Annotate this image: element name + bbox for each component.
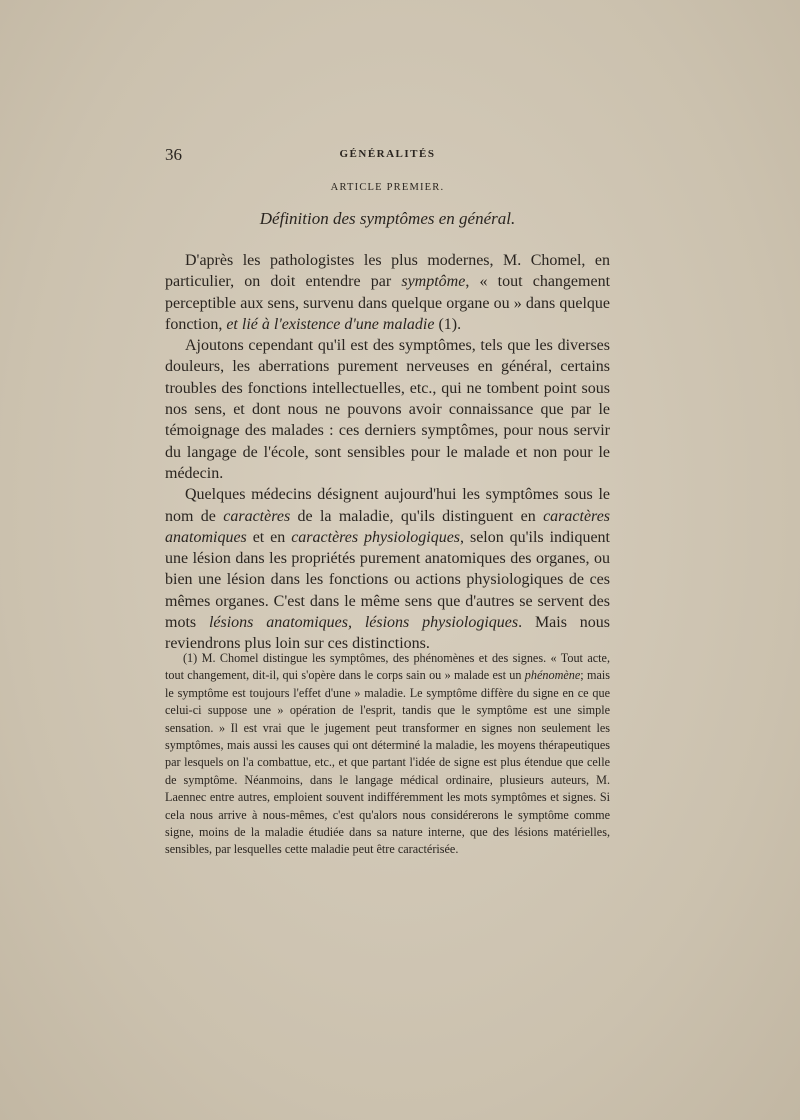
- paragraph-text: D'après les pathologistes les plus modernes, M. Chomel, en particulier, on doit entendre par: [165, 252, 610, 291]
- footnote-ref: (1).: [434, 315, 462, 333]
- italic-term: phénomène: [524, 668, 581, 683]
- footnote: [165, 650, 610, 859]
- paragraph-text: . Mais nous reviendrons plus loin sur ces distinctions.: [165, 614, 610, 653]
- paragraph-text: Ajoutons cependant qu'il est des symptômes, tels que les diverses douleurs, les aberrations purement nerveuses en général, certains troubles des fonctions intellectuelles, etc., qui ne tombent point sous nos sens, et dont nous ne pouvons avoir connaissance que par le témoignage des malades : ces derniers symptômes, pour nous servir du langage de l'école, sont sensibles pour le malade et non pour le médecin.: [165, 337, 610, 482]
- italic-phrase: et lié à l'existence d'une maladie: [226, 315, 435, 333]
- paragraph-2: [165, 335, 610, 484]
- paragraph-text: , « tout changement perceptible aux sens, survenu dans quelque organe ou » dans quelque fonction,: [165, 273, 611, 333]
- page-header: [165, 145, 610, 167]
- paragraph-3: [165, 484, 610, 654]
- page-number: 36: [165, 145, 182, 164]
- italic-term: symptôme: [401, 273, 466, 291]
- italic-term: caractères physiologiques: [291, 528, 461, 546]
- body-text: [165, 250, 610, 655]
- paragraph-text: Quelques médecins désignent aujourd'hui les symptômes sous le nom de: [165, 486, 610, 525]
- section-title: Définition des symptômes en général.: [259, 209, 516, 228]
- paragraph-text: , selon qu'ils indiquent une lésion dans les propriétés purement anatomiques des organes, ou bien une lésion dans les fonctions ou actions physiologiques de ces mêmes organes. C'est dans le même sens que d'autres se servent des mots: [165, 528, 611, 632]
- italic-term: caractères: [223, 507, 291, 525]
- footnote-text: (1) M. Chomel distingue les symptômes, des phénomènes et des signes. « Tout acte, tout changement, dit-il, qui s'opère dans le corps sain ou » malade est un: [165, 651, 610, 683]
- footnote-text: ; mais le symptôme est toujours l'effet d'une » maladie. Le symptôme diffère du signe en ce que celui-ci suppose une » opération de l'esprit, tandis que le symptôme est une simple sensation. » Il est vrai que le jugement peut transformer en signes non seulement les symptômes, mais aussi les causes qui ont déterminé la maladie, les moyens thérapeutiques par lesquels on l'a combattue, etc., et que partant l'idée de signe est plus étendue que celle de symptôme. Néanmoins, dans le langage médical ordinaire, plusieurs auteurs, M. Laennec entre autres, emploient souvent indifféremment les mots symptômes et signes. Si cela nous arrive à nous-mêmes, c'est qu'alors nous considérerons le symptôme comme signe, moins de la maladie étudiée dans sa nature interne, que des lésions matérielles, sensibles, par lesquelles cette maladie peut être caractérisée.: [165, 668, 610, 857]
- italic-term: lésions anatomiques, lésions physiologiques: [208, 614, 519, 632]
- paragraph-1: [165, 250, 610, 335]
- paragraph-text: de la maladie, qu'ils distinguent en: [290, 507, 544, 525]
- paragraph-text: et en: [246, 528, 292, 546]
- article-heading: ARTICLE PREMIER.: [330, 182, 445, 193]
- footnote-paragraph: [165, 650, 610, 859]
- running-title: GÉNÉRALITÉS: [339, 148, 436, 160]
- italic-term: caractères anatomiques: [165, 507, 611, 546]
